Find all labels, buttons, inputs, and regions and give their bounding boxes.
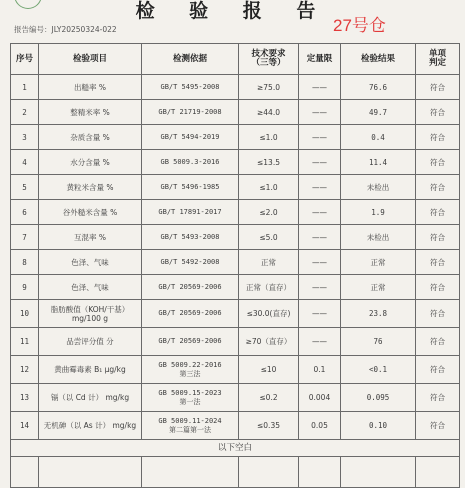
cell-no: 4	[11, 150, 39, 175]
cell-result: 11.4	[341, 150, 416, 175]
cell-item: 水分含量 %	[39, 150, 142, 175]
cell-judge: 符合	[416, 412, 460, 440]
cell-no: 14	[11, 412, 39, 440]
table-footer-row	[11, 440, 460, 457]
cell-item: 谷外糙米含量 %	[39, 200, 142, 225]
empty-cell	[416, 457, 460, 488]
cell-loq: ——	[299, 175, 341, 200]
cell-req: ≤13.5	[239, 150, 299, 175]
cell-no: 5	[11, 175, 39, 200]
col-header: 单项 判定	[416, 44, 460, 75]
table-row	[11, 175, 460, 200]
col-header: 检验项目	[39, 44, 142, 75]
cell-req: 正常	[239, 250, 299, 275]
cell-item: 黄粒米含量 %	[39, 175, 142, 200]
table-row	[11, 384, 460, 412]
col-header: 序号	[11, 44, 39, 75]
cell-no: 3	[11, 125, 39, 150]
cell-method: GB/T 5492-2008	[142, 250, 239, 275]
cell-item: 色泽、气味	[39, 250, 142, 275]
cell-method: GB/T 5496-1985	[142, 175, 239, 200]
cell-result: 23.8	[341, 300, 416, 328]
cell-loq: 0.004	[299, 384, 341, 412]
cell-no: 9	[11, 275, 39, 300]
empty-cell	[239, 457, 299, 488]
col-header: 检验结果	[341, 44, 416, 75]
cell-result: 未检出	[341, 225, 416, 250]
cell-judge: 符合	[416, 275, 460, 300]
cell-loq: 0.05	[299, 412, 341, 440]
cell-method: GB 5009.22-2016 第三法	[142, 356, 239, 384]
cell-req: 正常（直存）	[239, 275, 299, 300]
cell-result: 0.10	[341, 412, 416, 440]
cell-result: 正常	[341, 275, 416, 300]
blank-below-note: 以下空白	[11, 440, 460, 457]
cell-judge: 符合	[416, 100, 460, 125]
empty-cell	[299, 457, 341, 488]
cell-no: 1	[11, 75, 39, 100]
cell-req: ≤30.0(直存)	[239, 300, 299, 328]
cell-judge: 符合	[416, 75, 460, 100]
empty-cell	[39, 457, 142, 488]
cell-no: 12	[11, 356, 39, 384]
cell-result: 1.9	[341, 200, 416, 225]
cell-method: GB 5009.3-2016	[142, 150, 239, 175]
cell-req: ≤2.0	[239, 200, 299, 225]
table-row	[11, 100, 460, 125]
cell-req: ≤1.0	[239, 175, 299, 200]
cell-item: 整精米率 %	[39, 100, 142, 125]
cell-loq: ——	[299, 300, 341, 328]
col-header: 定量限	[299, 44, 341, 75]
cell-item: 黄曲霉毒素 B₁ μg/kg	[39, 356, 142, 384]
cell-item: 色泽、气味	[39, 275, 142, 300]
page-title: 检 验 报 告	[135, 0, 330, 22]
table-row	[11, 412, 460, 440]
table-row	[11, 150, 460, 175]
cell-method: GB 5009.15-2023 第一法	[142, 384, 239, 412]
cell-item: 无机砷（以 As 计） mg/kg	[39, 412, 142, 440]
cell-item: 镉（以 Cd 计） mg/kg	[39, 384, 142, 412]
cell-no: 13	[11, 384, 39, 412]
cell-loq: ——	[299, 75, 341, 100]
empty-cell	[142, 457, 239, 488]
cell-loq: ——	[299, 225, 341, 250]
cell-result: 0.095	[341, 384, 416, 412]
cell-judge: 符合	[416, 250, 460, 275]
cell-judge: 符合	[416, 328, 460, 356]
cell-judge: 符合	[416, 150, 460, 175]
cell-method: GB/T 20569-2006	[142, 275, 239, 300]
cell-item: 出糙率 %	[39, 75, 142, 100]
cell-req: ≥75.0	[239, 75, 299, 100]
cell-loq: ——	[299, 328, 341, 356]
cell-no: 10	[11, 300, 39, 328]
cell-loq: ——	[299, 250, 341, 275]
cell-result: 0.4	[341, 125, 416, 150]
cell-result: 未检出	[341, 175, 416, 200]
cell-method: GB/T 20569-2006	[142, 328, 239, 356]
cell-method: GB/T 20569-2006	[142, 300, 239, 328]
cell-judge: 符合	[416, 200, 460, 225]
cell-req: ≤0.35	[239, 412, 299, 440]
cell-result: 正常	[341, 250, 416, 275]
cell-method: GB 5009.11-2024 第二篇第一法	[142, 412, 239, 440]
cell-result: 76.6	[341, 75, 416, 100]
cell-method: GB/T 5495-2008	[142, 75, 239, 100]
table-row	[11, 250, 460, 275]
empty-cell	[11, 457, 39, 488]
cell-result: 49.7	[341, 100, 416, 125]
table-row	[11, 275, 460, 300]
cell-judge: 符合	[416, 356, 460, 384]
cell-no: 6	[11, 200, 39, 225]
table-row	[11, 200, 460, 225]
table-row	[11, 356, 460, 384]
warehouse-annotation: 27号仓	[333, 16, 386, 35]
cell-no: 2	[11, 100, 39, 125]
table-header-row	[11, 44, 460, 75]
table-row	[11, 328, 460, 356]
cell-judge: 符合	[416, 384, 460, 412]
cell-result: 76	[341, 328, 416, 356]
cell-loq: ——	[299, 125, 341, 150]
cell-method: GB/T 5493-2008	[142, 225, 239, 250]
cell-method: GB/T 17891-2017	[142, 200, 239, 225]
cell-req: ≥44.0	[239, 100, 299, 125]
cell-loq: ——	[299, 200, 341, 225]
cell-judge: 符合	[416, 175, 460, 200]
cell-item: 杂质含量 %	[39, 125, 142, 150]
cell-req: ≥70（直存）	[239, 328, 299, 356]
table-row	[11, 300, 460, 328]
table-row	[11, 225, 460, 250]
cell-judge: 符合	[416, 125, 460, 150]
cell-judge: 符合	[416, 225, 460, 250]
cell-result: <0.1	[341, 356, 416, 384]
cell-no: 11	[11, 328, 39, 356]
cell-item: 互混率 %	[39, 225, 142, 250]
cell-no: 7	[11, 225, 39, 250]
report-number: 报告编号：JLY20250324-022	[14, 25, 117, 34]
cell-loq: ——	[299, 150, 341, 175]
cell-judge: 符合	[416, 300, 460, 328]
col-header: 检测依据	[142, 44, 239, 75]
cell-item: 脂肪酸值（KOH/干基）mg/100 g	[39, 300, 142, 328]
cell-loq: ——	[299, 275, 341, 300]
cell-method: GB/T 5494-2019	[142, 125, 239, 150]
cell-no: 8	[11, 250, 39, 275]
cell-req: ≤10	[239, 356, 299, 384]
cell-item: 品尝评分值 分	[39, 328, 142, 356]
cell-req: ≤0.2	[239, 384, 299, 412]
cell-req: ≤5.0	[239, 225, 299, 250]
col-header: 技术要求 （三等）	[239, 44, 299, 75]
table-row	[11, 125, 460, 150]
inspection-table	[10, 43, 460, 488]
empty-row	[11, 457, 460, 488]
cell-req: ≤1.0	[239, 125, 299, 150]
cell-loq: ——	[299, 100, 341, 125]
cell-loq: 0.1	[299, 356, 341, 384]
table-row	[11, 75, 460, 100]
empty-cell	[341, 457, 416, 488]
cell-method: GB/T 21719-2008	[142, 100, 239, 125]
